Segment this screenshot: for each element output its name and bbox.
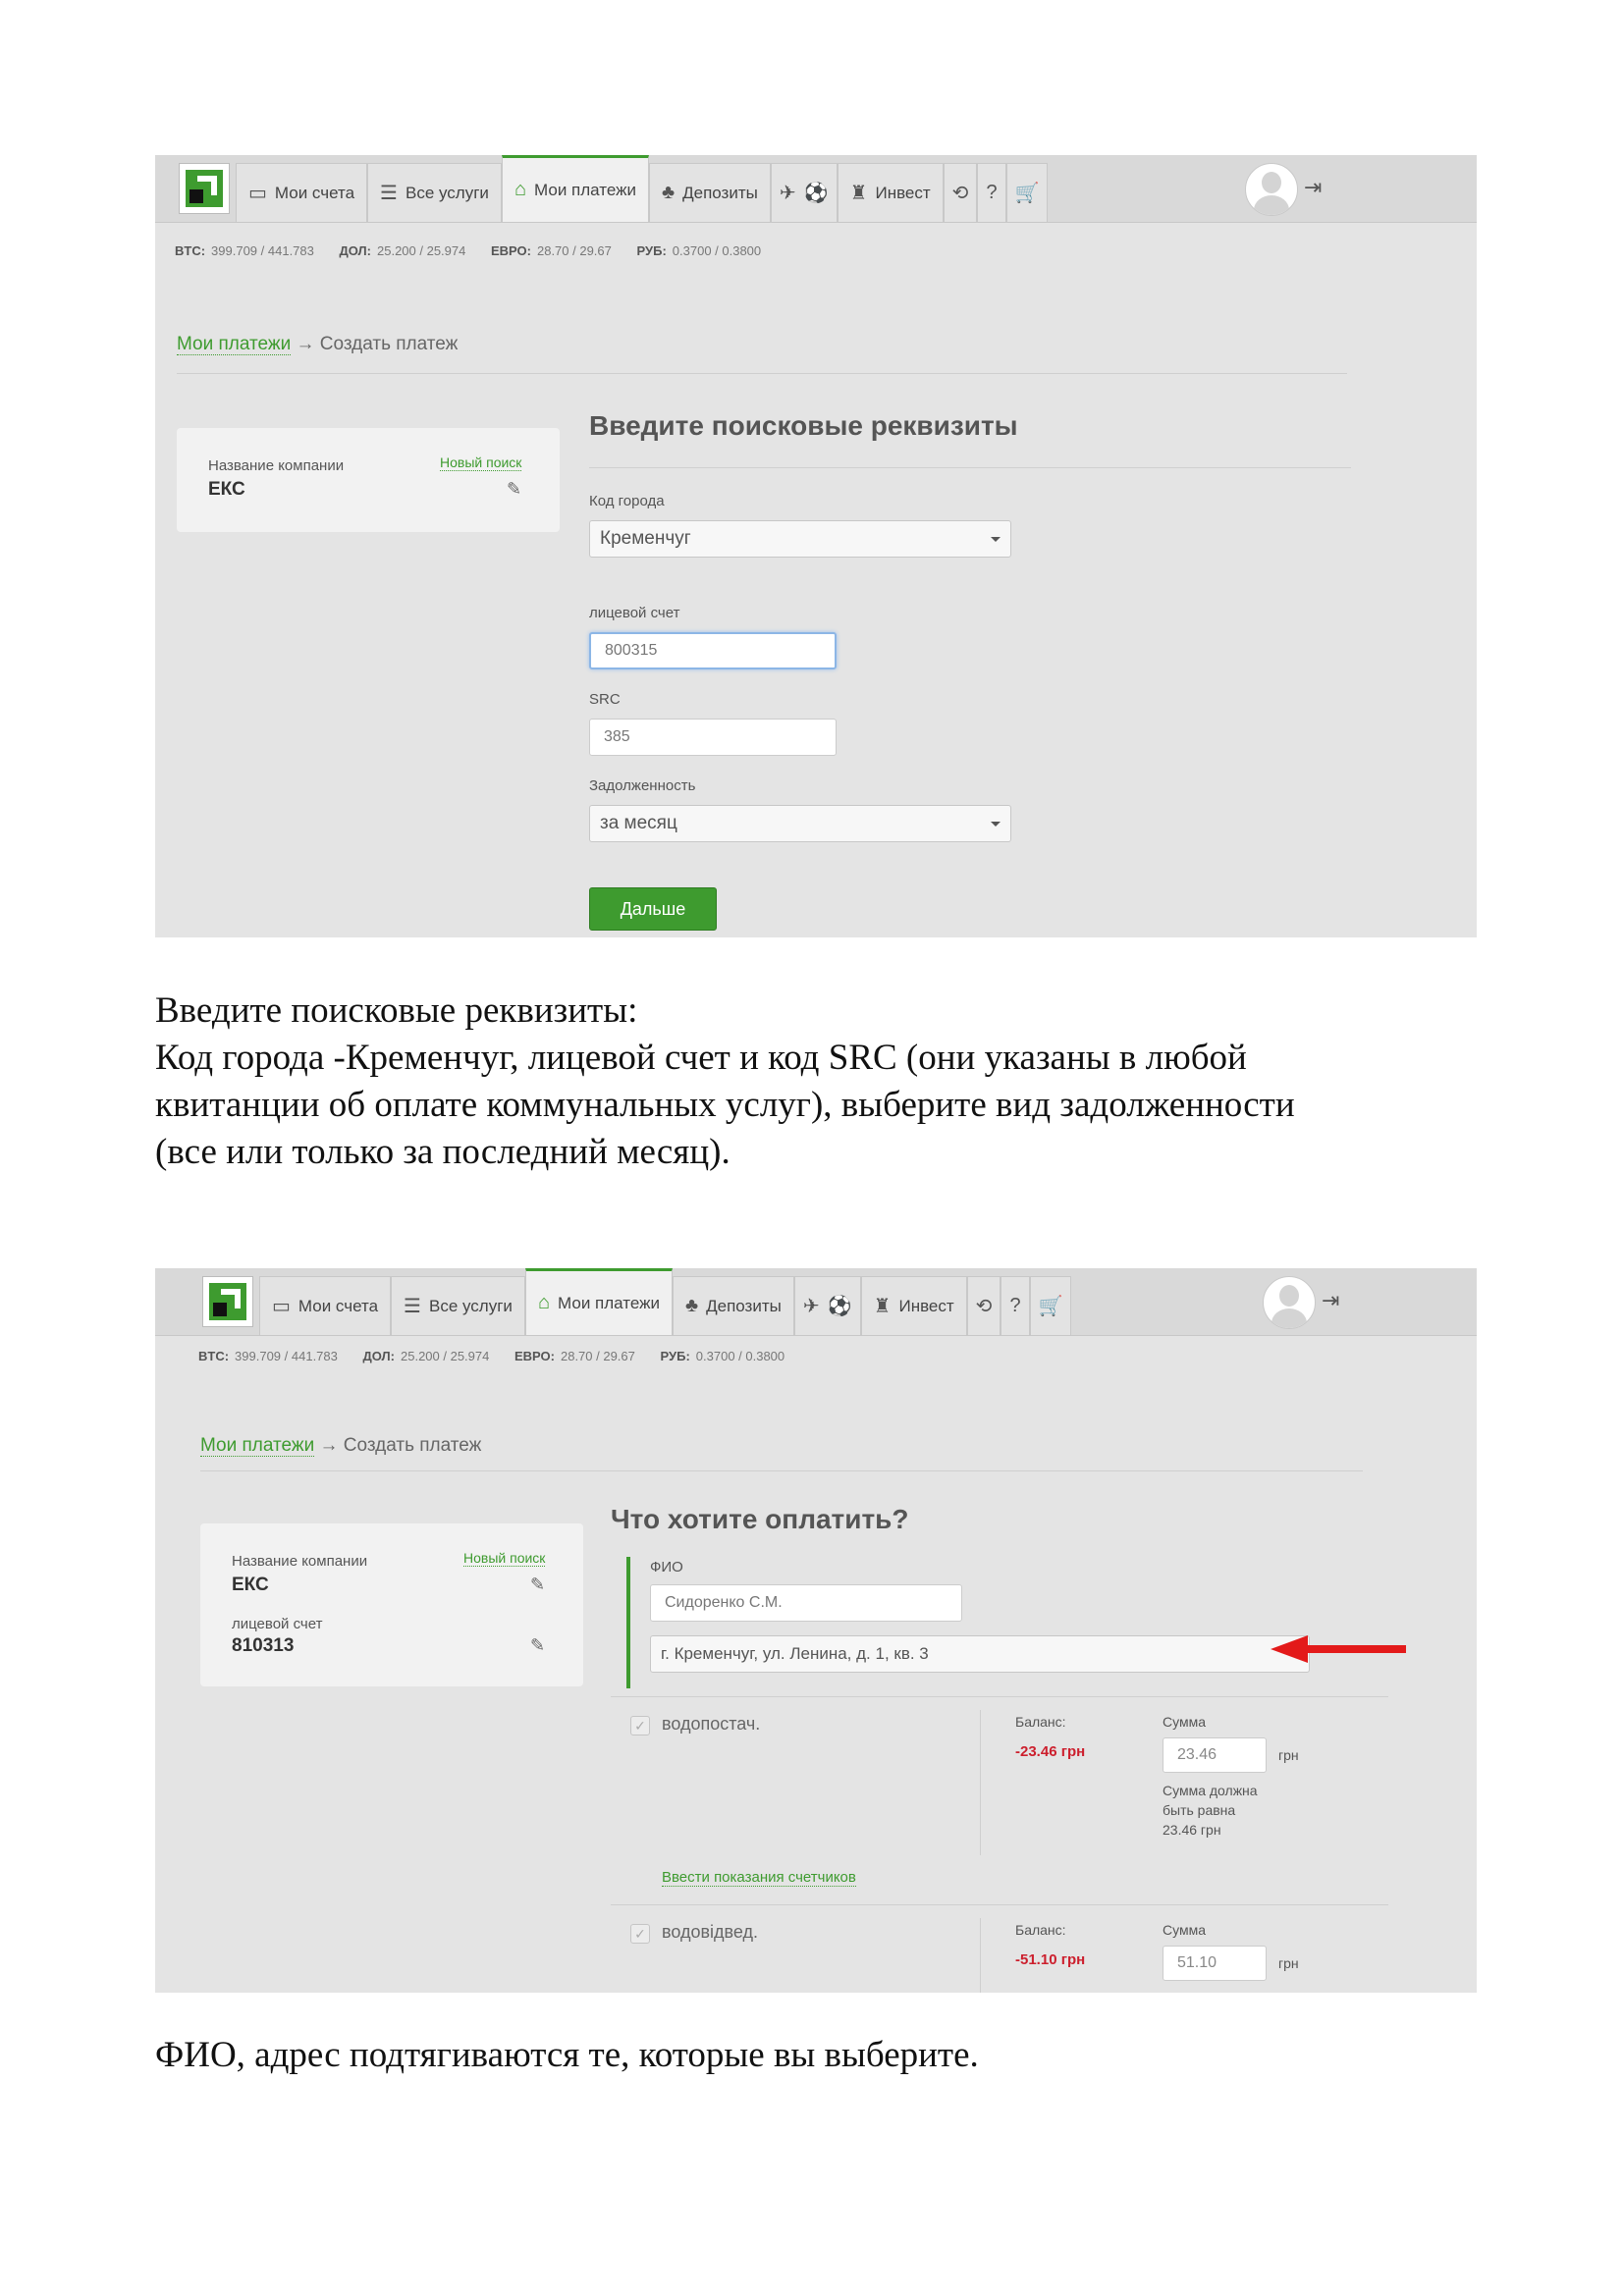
football-icon: ⚽ (827, 1296, 852, 1317)
chevron-down-icon (991, 537, 1001, 542)
company-card: Название компании Новый поиск ЕКС ✎ (177, 428, 560, 532)
piggy-icon: ♣ (685, 1295, 699, 1316)
logout-icon[interactable]: ⇥ (1304, 175, 1323, 199)
bank-logo[interactable] (179, 163, 230, 214)
tab-cart[interactable] (1030, 1276, 1072, 1335)
tab-cart[interactable] (1006, 163, 1049, 222)
football-icon: ⚽ (803, 183, 829, 204)
tab-invest[interactable]: ♜ Инвест (838, 163, 944, 222)
chevron-down-icon (991, 822, 1001, 827)
tab-help[interactable] (977, 163, 1005, 222)
meter-readings-link[interactable]: Ввести показания счетчиков (662, 1869, 856, 1886)
service-checkbox[interactable]: ✓ (630, 1716, 650, 1735)
form-heading: Введите поисковые реквизиты (589, 410, 1018, 441)
account-input[interactable]: 800315 (589, 632, 837, 669)
screenshot-search-form: ▭ Мои счета ☰ Все услуги ⌂ Мои платежи ♣ Депозиты ✈ ⚽ ♜ Инвест ⟲ ? 🛒 ⇥ BTC: 399.709 / 441.783 ДОЛ: 25.200 / 25.974 ЕВРО: 28.70 / 29.67 РУБ: 0.3700 / 0.3800 Мои платежи → Создать платеж Название компании Новый поиск ЕКС ✎ Введите поисковые реквизиты Код города Кременчуг лицевой счет 800315 SRC 385 Задолженность за месяц Дальше (155, 155, 1477, 937)
company-name: ЕКС (232, 1575, 269, 1595)
logout-icon[interactable]: ⇥ (1322, 1288, 1340, 1312)
balance-value: -23.46 грн (1015, 1743, 1086, 1760)
breadcrumb-current: Создать платеж (319, 334, 459, 354)
tab-history[interactable] (944, 163, 978, 222)
train-plane-icon: ✈ (802, 1296, 820, 1317)
bank-logo[interactable] (202, 1276, 253, 1327)
service-name: водовідвед. (662, 1922, 759, 1942)
moneybag-icon: ♜ (849, 183, 868, 204)
recipient-accent-bar (626, 1557, 630, 1688)
service-checkbox[interactable]: ✓ (630, 1924, 650, 1944)
cart-icon: 🛒 (1014, 183, 1040, 204)
top-navbar (155, 1268, 1477, 1336)
breadcrumb-my-payments[interactable]: Мои платежи (200, 1435, 315, 1456)
fio-input[interactable]: Сидоренко С.М. (650, 1584, 962, 1622)
balance-value: -51.10 грн (1015, 1951, 1086, 1968)
account-number: 810313 (232, 1635, 295, 1656)
list-icon: ☰ (380, 183, 398, 204)
company-card: Название компании Новый поиск ЕКС ✎ лицевой счет 810313 ✎ (200, 1523, 583, 1686)
avatar[interactable] (1263, 1276, 1316, 1329)
red-arrow-shaft (1304, 1645, 1406, 1653)
tab-all-services[interactable]: ☰ Все услуги (367, 163, 502, 222)
help-icon: ? (986, 182, 998, 203)
card-icon: ▭ (248, 183, 267, 204)
tab-my-accounts[interactable]: ▭ Мои счета (259, 1276, 391, 1335)
address-select[interactable]: г. Кременчуг, ул. Ленина, д. 1, кв. 3 (650, 1635, 1310, 1673)
list-icon: ☰ (404, 1296, 421, 1317)
sum-input[interactable]: 51.10 (1163, 1946, 1267, 1981)
pencil-icon[interactable]: ✎ (530, 1575, 546, 1594)
home-icon: ⌂ (537, 1292, 551, 1313)
tab-all-services[interactable]: ☰ Все услуги (391, 1276, 525, 1335)
tab-invest[interactable]: ♜ Инвест (861, 1276, 967, 1335)
train-plane-icon: ✈ (779, 183, 796, 204)
city-select[interactable]: Кременчуг (589, 520, 1011, 558)
tab-travel[interactable] (794, 1276, 861, 1335)
piggy-icon: ♣ (662, 182, 676, 203)
pencil-icon[interactable]: ✎ (507, 479, 522, 499)
new-search-link[interactable]: Новый поиск (440, 454, 522, 470)
src-input[interactable]: 385 (589, 719, 837, 756)
exchange-rates: BTC: 399.709 / 441.783 ДОЛ: 25.200 / 25.974 ЕВРО: 28.70 / 29.67 РУБ: 0.3700 / 0.3800 (175, 243, 762, 258)
card-icon: ▭ (272, 1296, 291, 1317)
new-search-link[interactable]: Новый поиск (463, 1550, 546, 1566)
tab-deposits[interactable]: ♣ Депозиты (649, 163, 771, 222)
next-button[interactable]: Дальше (589, 887, 717, 931)
breadcrumb: Мои платежи → Создать платеж (177, 334, 459, 354)
instruction-text-1: Введите поисковые реквизиты: Код города -Кременчуг, лицевой счет и код SRC (они указаны в любой квитанции об оплате коммунальных услуг), выберите вид задолженности (все или только за последний месяц). (155, 990, 1295, 1172)
tab-my-accounts[interactable]: ▭ Мои счета (236, 163, 367, 222)
pencil-icon[interactable]: ✎ (530, 1635, 546, 1655)
instruction-text-2: ФИО, адрес подтягиваются те, которые вы выберите. (155, 2035, 979, 2075)
home-icon: ⌂ (514, 179, 527, 200)
tab-history[interactable] (967, 1276, 1001, 1335)
help-icon: ? (1009, 1295, 1021, 1316)
tab-my-payments[interactable]: ⌂ Мои платежи (502, 155, 649, 222)
top-navbar (155, 155, 1477, 223)
moneybag-icon: ♜ (873, 1296, 892, 1317)
tab-my-payments[interactable]: ⌂ Мои платежи (525, 1268, 673, 1335)
history-icon: ⟲ (975, 1296, 993, 1317)
exchange-rates: BTC: 399.709 / 441.783 ДОЛ: 25.200 / 25.974 ЕВРО: 28.70 / 29.67 РУБ: 0.3700 / 0.3800 (198, 1349, 785, 1363)
form-heading: Что хотите оплатить? (611, 1504, 909, 1534)
breadcrumb-my-payments[interactable]: Мои платежи (177, 334, 292, 354)
cart-icon: 🛒 (1038, 1296, 1063, 1317)
company-name: ЕКС (208, 479, 245, 500)
tab-deposits[interactable]: ♣ Депозиты (673, 1276, 794, 1335)
screenshot-payment-details: ▭ Мои счета ☰ Все услуги ⌂ Мои платежи ♣ Депозиты ✈ ⚽ ♜ Инвест ⟲ ? 🛒 ⇥ BTC: 399.709 / 441.783 ДОЛ: 25.200 / 25.974 ЕВРО: 28.70 / 29.67 РУБ: 0.3700 / 0.3800 Мои платежи → Создать платеж Название компании Новый поиск ЕКС ✎ лицевой счет 810313 ✎ Что хотите оплатить? ФИО Сидоренко С.М. г. Кременчуг, ул. Ленина, д. 1, кв. 3 ✓ водопостач. Баланс: -23.46 грн Сумма 23.46 грн Сумма должна быть равна 23.46 грн Ввести показания счетчиков ✓ водовідвед. Баланс: -51.10 грн Сумма 51.10 грн (155, 1268, 1477, 1993)
tab-travel[interactable] (771, 163, 838, 222)
breadcrumb-current: Создать платеж (343, 1435, 482, 1456)
tab-help[interactable] (1001, 1276, 1029, 1335)
history-icon: ⟲ (951, 183, 969, 204)
red-arrow-icon (1271, 1635, 1308, 1663)
sum-input[interactable]: 23.46 (1163, 1737, 1267, 1773)
debt-select[interactable]: за месяц (589, 805, 1011, 842)
avatar[interactable] (1245, 163, 1298, 216)
divider (200, 1470, 1363, 1471)
service-name: водопостач. (662, 1714, 761, 1734)
breadcrumb: Мои платежи → Создать платеж (200, 1435, 482, 1456)
divider (177, 373, 1347, 374)
